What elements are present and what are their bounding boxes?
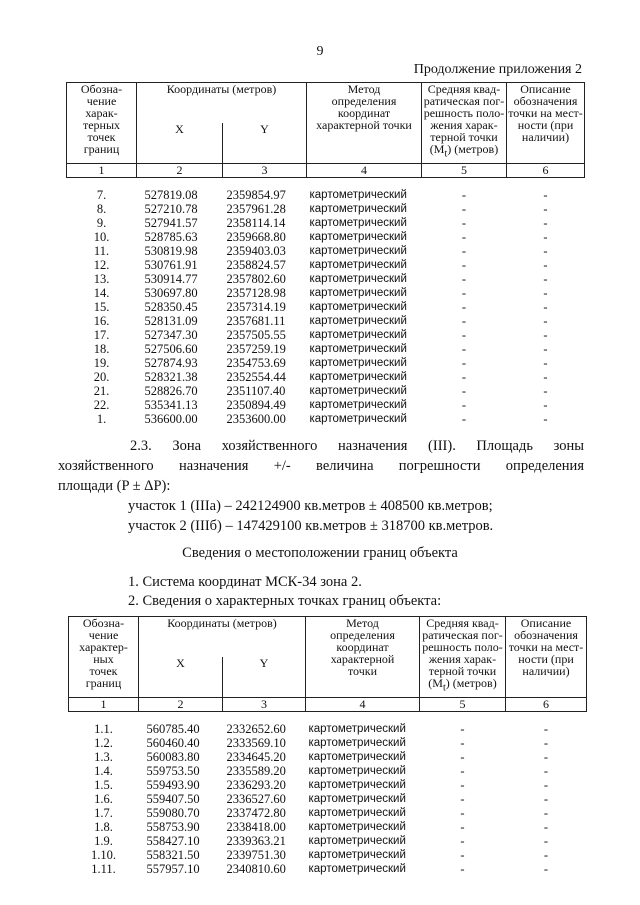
section-2-3-line: площади (P ± ΔP):: [58, 478, 171, 494]
x-coordinate: 559753.50: [146, 764, 200, 778]
error-value: -: [461, 202, 467, 216]
table-row: [69, 750, 587, 764]
page-number: 9: [316, 44, 324, 59]
description-value: -: [543, 216, 548, 230]
x-coordinate: 558753.90: [146, 820, 200, 834]
method-value: картометрический: [309, 357, 407, 369]
x-coordinate: 528321.38: [144, 370, 198, 384]
point-id: 21.: [93, 384, 110, 398]
description-value: -: [543, 412, 548, 426]
column-number: 6: [507, 164, 585, 178]
point-id: 11.: [93, 244, 110, 258]
coordinates-table-1: [66, 82, 585, 426]
column-number: 2: [139, 698, 223, 712]
y-coordinate: 2357505.55: [226, 328, 286, 342]
section-2-3-line: 2.3. Зона хозяйственного назначения (III). Площадь зоны: [130, 438, 584, 454]
x-coordinate: 536600.00: [144, 412, 198, 426]
x-coordinate: 527819.08: [144, 188, 198, 202]
y-coordinate: 2350894.49: [226, 398, 286, 412]
description-value: -: [543, 328, 548, 342]
table-row: [67, 258, 585, 272]
method-value: картометрический: [308, 765, 406, 777]
error-value: -: [461, 216, 467, 230]
error-value: -: [461, 412, 467, 426]
error-value: -: [460, 736, 465, 750]
table-row: [67, 328, 585, 342]
error-value: -: [461, 342, 467, 356]
description-value: -: [543, 792, 549, 806]
y-coordinate: 2353600.00: [226, 412, 286, 426]
point-id: 1.6.: [94, 792, 113, 806]
column-number: 3: [223, 164, 307, 178]
description-value: -: [543, 272, 548, 286]
point-id: 18.: [93, 342, 110, 356]
error-value: -: [461, 328, 467, 342]
method-value: картометрический: [308, 737, 406, 749]
point-id: 20.: [93, 370, 110, 384]
y-coordinate: 2357314.19: [226, 300, 286, 314]
error-value: -: [461, 384, 467, 398]
error-value: -: [460, 862, 465, 876]
method-value: картометрический: [308, 723, 406, 735]
y-coordinate: 2357259.19: [226, 342, 286, 356]
header-description: Описание обозначения точки на мест- ности (при наличии): [506, 617, 587, 698]
table-row: [67, 384, 585, 398]
point-id: 13.: [93, 272, 110, 286]
description-value: -: [543, 806, 549, 820]
y-coordinate: 2339363.21: [226, 834, 286, 848]
method-value: картометрический: [309, 189, 407, 201]
error-value: -: [461, 258, 467, 272]
point-id: 15.: [93, 300, 110, 314]
y-coordinate: 2333569.10: [226, 736, 286, 750]
coordinate-system-item: 1. Система координат МСК-34 зона 2.: [128, 574, 362, 590]
error-value: -: [461, 286, 467, 300]
y-coordinate: 2357961.28: [226, 202, 286, 216]
description-value: -: [543, 736, 549, 750]
description-value: -: [543, 342, 548, 356]
table-row: [69, 862, 587, 876]
error-value: -: [460, 750, 465, 764]
x-coordinate: 558427.10: [146, 834, 200, 848]
header-point-designation: Обозна- чение харак- терных точек границ: [67, 83, 137, 164]
description-value: -: [543, 834, 549, 848]
point-id: 1.: [96, 412, 107, 426]
method-value: картометрический: [308, 835, 406, 847]
error-value: -: [461, 356, 467, 370]
error-value: -: [461, 272, 467, 286]
table-row: [69, 848, 587, 862]
table-row: [67, 178, 585, 203]
y-coordinate: 2336527.60: [226, 792, 286, 806]
x-coordinate: 535341.13: [144, 398, 198, 412]
table-row: [69, 806, 587, 820]
point-id: 1.9.: [94, 834, 113, 848]
error-value: -: [460, 848, 465, 862]
table-row: [69, 736, 587, 750]
description-value: -: [543, 286, 548, 300]
y-coordinate: 2337472.80: [226, 806, 286, 820]
y-coordinate: 2338418.00: [226, 820, 286, 834]
table-row: [67, 216, 585, 230]
header-method: Метод определения координат характерной точки: [307, 83, 422, 164]
error-value: -: [461, 314, 467, 328]
y-coordinate: 2358114.14: [226, 216, 286, 230]
x-coordinate: 527941.57: [144, 216, 198, 230]
method-value: картометрический: [309, 329, 407, 341]
table-row: [67, 370, 585, 384]
table-row: [67, 398, 585, 412]
table-row: [69, 834, 587, 848]
error-value: -: [461, 244, 467, 258]
method-value: картометрический: [308, 849, 406, 861]
method-value: картометрический: [309, 385, 407, 397]
header-coordinates: Координаты (метров): [139, 617, 306, 658]
description-value: -: [543, 384, 548, 398]
error-value: -: [460, 778, 465, 792]
table-row: [67, 342, 585, 356]
header-x: X: [139, 657, 223, 698]
point-id: 12.: [93, 258, 110, 272]
method-value: картометрический: [309, 371, 407, 383]
point-id: 1.7.: [94, 806, 113, 820]
point-id: 1.1.: [94, 722, 113, 736]
y-coordinate: 2357802.60: [226, 272, 286, 286]
table-row: [67, 244, 585, 258]
method-value: картометрический: [308, 779, 406, 791]
table-row: [69, 712, 587, 737]
method-value: картометрический: [308, 751, 406, 763]
x-coordinate: 530819.98: [144, 244, 198, 258]
x-coordinate: 530914.77: [144, 272, 198, 286]
point-id: 10.: [93, 230, 110, 244]
y-coordinate: 2332652.60: [226, 722, 286, 736]
column-number: 1: [69, 698, 139, 712]
plot-2-area: участок 2 (IIIб) – 147429100 кв.метров ± 318700 кв.метров.: [128, 518, 494, 534]
table-row: [67, 230, 585, 244]
description-value: -: [543, 750, 549, 764]
point-id: 1.8.: [94, 820, 113, 834]
description-value: -: [543, 862, 549, 876]
y-coordinate: 2359403.03: [226, 244, 286, 258]
points-info-item: 2. Сведения о характерных точках границ объекта:: [128, 593, 442, 609]
method-value: картометрический: [308, 793, 406, 805]
table-row: [69, 820, 587, 834]
description-value: -: [543, 370, 548, 384]
column-number: 5: [420, 698, 506, 712]
x-coordinate: 527347.30: [144, 328, 198, 342]
point-id: 14.: [93, 286, 110, 300]
error-value: -: [461, 188, 467, 202]
header-coordinates: Координаты (метров): [137, 83, 307, 124]
header-x: X: [137, 123, 223, 164]
description-value: -: [543, 398, 548, 412]
plot-1-area: участок 1 (IIIа) – 242124900 кв.метров ± 408500 кв.метров;: [128, 498, 493, 514]
column-number: 2: [137, 164, 223, 178]
header-point-designation: Обозна- чение характер- ных точек границ: [69, 617, 139, 698]
method-value: картометрический: [308, 863, 406, 875]
point-id: 1.11.: [91, 862, 116, 876]
description-value: -: [543, 764, 549, 778]
x-coordinate: 528131.09: [144, 314, 198, 328]
y-coordinate: 2359854.97: [226, 188, 286, 202]
method-value: картометрический: [309, 399, 407, 411]
y-coordinate: 2358824.57: [226, 258, 286, 272]
description-value: -: [543, 300, 548, 314]
x-coordinate: 560460.40: [146, 736, 200, 750]
table-row: [69, 792, 587, 806]
description-value: -: [543, 820, 549, 834]
x-coordinate: 558321.50: [146, 848, 200, 862]
error-value: -: [460, 834, 465, 848]
error-value: -: [461, 398, 467, 412]
table-row: [67, 314, 585, 328]
method-value: картометрический: [309, 217, 407, 229]
y-coordinate: 2352554.44: [226, 370, 286, 384]
method-value: картометрический: [309, 231, 407, 243]
table-row: [67, 286, 585, 300]
point-id: 1.4.: [94, 764, 113, 778]
x-coordinate: 559080.70: [146, 806, 200, 820]
section-2-3: [58, 436, 584, 496]
column-number: 1: [67, 164, 137, 178]
table-row: [67, 412, 585, 426]
description-value: -: [543, 230, 548, 244]
y-coordinate: 2340810.60: [226, 862, 286, 876]
point-id: 1.5.: [94, 778, 113, 792]
y-coordinate: 2334645.20: [226, 750, 286, 764]
point-id: 17.: [93, 328, 110, 342]
point-id: 9.: [96, 216, 107, 230]
x-coordinate: 530697.80: [144, 286, 198, 300]
continuation-note: Продолжение приложения 2: [413, 62, 582, 77]
y-coordinate: 2354753.69: [226, 356, 286, 370]
method-value: картометрический: [309, 203, 407, 215]
header-error: Средняя квад- ратическая пог- решность поло- жения харак- терной точки $(M_t)$ (метров): [420, 617, 506, 698]
y-coordinate: 2357681.11: [226, 314, 286, 328]
point-id: 8.: [96, 202, 107, 216]
header-error: Средняя квад- ратическая пог- решность поло- жения харак- терной точки $(M_t)$ (метров): [422, 83, 507, 164]
description-value: -: [543, 188, 548, 202]
description-value: -: [543, 314, 548, 328]
description-value: -: [543, 848, 549, 862]
x-coordinate: 560785.40: [146, 722, 200, 736]
column-number-row: [69, 698, 587, 712]
x-coordinate: 557957.10: [146, 862, 200, 876]
error-value: -: [461, 230, 467, 244]
description-value: -: [543, 722, 549, 736]
method-value: картометрический: [309, 343, 407, 355]
x-coordinate: 527210.78: [144, 202, 198, 216]
x-coordinate: 559493.90: [146, 778, 200, 792]
header-y: Y: [223, 123, 307, 164]
header-y: Y: [223, 657, 306, 698]
column-number: 4: [307, 164, 422, 178]
description-value: -: [543, 778, 549, 792]
method-value: картометрический: [309, 301, 407, 313]
table-row: [69, 764, 587, 778]
method-value: картометрический: [309, 259, 407, 271]
column-number: 6: [506, 698, 587, 712]
point-id: 16.: [93, 314, 110, 328]
x-coordinate: 528826.70: [144, 384, 198, 398]
x-coordinate: 527506.60: [144, 342, 198, 356]
error-value: -: [460, 820, 465, 834]
header-description: Описание обозначения точки на мест- ности (при наличии): [507, 83, 585, 164]
method-value: картометрический: [309, 315, 407, 327]
description-value: -: [543, 244, 548, 258]
method-value: картометрический: [309, 287, 407, 299]
description-value: -: [543, 202, 548, 216]
method-value: картометрический: [309, 413, 407, 425]
table-row: [67, 202, 585, 216]
table-row: [67, 272, 585, 286]
coordinates-table-2: [68, 616, 587, 876]
header-method: Метод определения координат характерной точки: [306, 617, 420, 698]
table-row: [67, 300, 585, 314]
point-id: 1.3.: [94, 750, 113, 764]
x-coordinate: 559407.50: [146, 792, 200, 806]
description-value: -: [543, 356, 548, 370]
method-value: картометрический: [308, 807, 406, 819]
section-2-3-line: хозяйственного назначения +/- величина погрешности определения: [58, 458, 584, 474]
column-number: 5: [422, 164, 507, 178]
y-coordinate: 2339751.30: [226, 848, 286, 862]
error-value: -: [460, 792, 465, 806]
point-id: 1.10.: [91, 848, 116, 862]
error-value: -: [460, 806, 465, 820]
table-row: [67, 356, 585, 370]
error-value: -: [461, 300, 467, 314]
y-coordinate: 2336293.20: [226, 778, 286, 792]
section-heading: Сведения о местоположении границ объекта: [182, 545, 458, 561]
point-id: 22.: [93, 398, 110, 412]
error-value: -: [461, 370, 467, 384]
x-coordinate: 528350.45: [144, 300, 198, 314]
x-coordinate: 530761.91: [144, 258, 198, 272]
error-value: -: [460, 722, 465, 736]
column-number: 4: [306, 698, 420, 712]
point-id: 19.: [93, 356, 110, 370]
x-coordinate: 560083.80: [146, 750, 200, 764]
table-row: [69, 778, 587, 792]
point-id: 1.2.: [94, 736, 113, 750]
x-coordinate: 527874.93: [144, 356, 198, 370]
method-value: картометрический: [309, 273, 407, 285]
x-coordinate: 528785.63: [144, 230, 198, 244]
y-coordinate: 2351107.40: [226, 384, 286, 398]
y-coordinate: 2357128.98: [226, 286, 286, 300]
column-number-row: [67, 164, 585, 178]
column-number: 3: [223, 698, 306, 712]
point-id: 7.: [96, 188, 107, 202]
method-value: картометрический: [309, 245, 407, 257]
y-coordinate: 2335589.20: [226, 764, 286, 778]
y-coordinate: 2359668.80: [226, 230, 286, 244]
method-value: картометрический: [308, 821, 406, 833]
description-value: -: [543, 258, 548, 272]
error-value: -: [460, 764, 465, 778]
